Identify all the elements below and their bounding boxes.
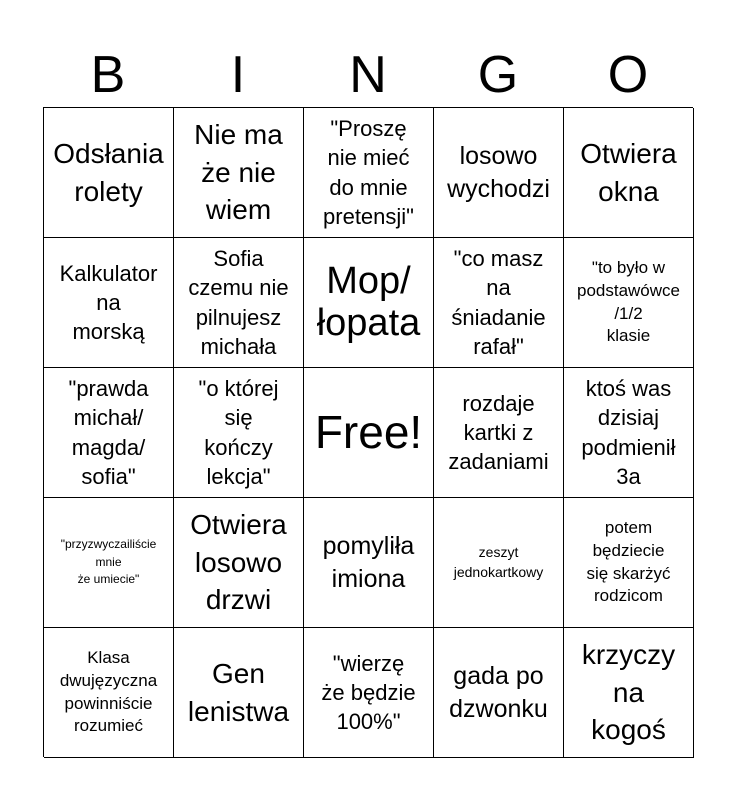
bingo-cell[interactable]: "przyzwyczailiście mnie że umiecie" — [44, 498, 174, 628]
bingo-cell[interactable]: krzyczy na kogoś — [564, 628, 694, 758]
bingo-cell[interactable]: pomyliła imiona — [304, 498, 434, 628]
bingo-cell[interactable]: "to było w podstawówce /1/2 klasie — [564, 238, 694, 368]
bingo-cell[interactable]: ktoś was dzisiaj podmienił 3a — [564, 368, 694, 498]
bingo-cell[interactable]: "wierzę że będzie 100%" — [304, 628, 434, 758]
bingo-cell[interactable]: zeszyt jednokartkowy — [434, 498, 564, 628]
bingo-cell[interactable]: "co masz na śniadanie rafał" — [434, 238, 564, 368]
bingo-cell[interactable]: Gen lenistwa — [174, 628, 304, 758]
bingo-cell[interactable]: "Proszę nie mieć do mnie pretensji" — [304, 108, 434, 238]
bingo-cell[interactable]: Mop/ łopata — [304, 238, 434, 368]
bingo-cell[interactable]: Otwiera okna — [564, 108, 694, 238]
bingo-cell[interactable]: Sofia czemu nie pilnujesz michała — [174, 238, 304, 368]
header-letter-b: B — [90, 46, 126, 104]
bingo-cell-free[interactable]: Free! — [304, 368, 434, 498]
bingo-cell[interactable]: "prawda michał/ magda/ sofia" — [44, 368, 174, 498]
bingo-cell[interactable]: gada po dzwonku — [434, 628, 564, 758]
bingo-cell[interactable]: Kalkulator na morską — [44, 238, 174, 368]
bingo-cell[interactable]: "o której się kończy lekcja" — [174, 368, 304, 498]
bingo-cell[interactable]: Klasa dwujęzyczna powinniście rozumieć — [44, 628, 174, 758]
header-letter-o: O — [607, 46, 649, 104]
bingo-cell[interactable]: Odsłania rolety — [44, 108, 174, 238]
bingo-cell[interactable]: Nie ma że nie wiem — [174, 108, 304, 238]
bingo-cell[interactable]: potem będziecie się skarżyć rodzicom — [564, 498, 694, 628]
bingo-grid — [43, 107, 693, 757]
bingo-cell[interactable]: Otwiera losowo drzwi — [174, 498, 304, 628]
header-letter-n: N — [349, 46, 387, 104]
header-letter-g: G — [477, 46, 519, 104]
header-letter-i: I — [230, 46, 246, 104]
bingo-cell[interactable]: losowo wychodzi — [434, 108, 564, 238]
bingo-cell[interactable]: rozdaje kartki z zadaniami — [434, 368, 564, 498]
bingo-header — [43, 42, 693, 108]
